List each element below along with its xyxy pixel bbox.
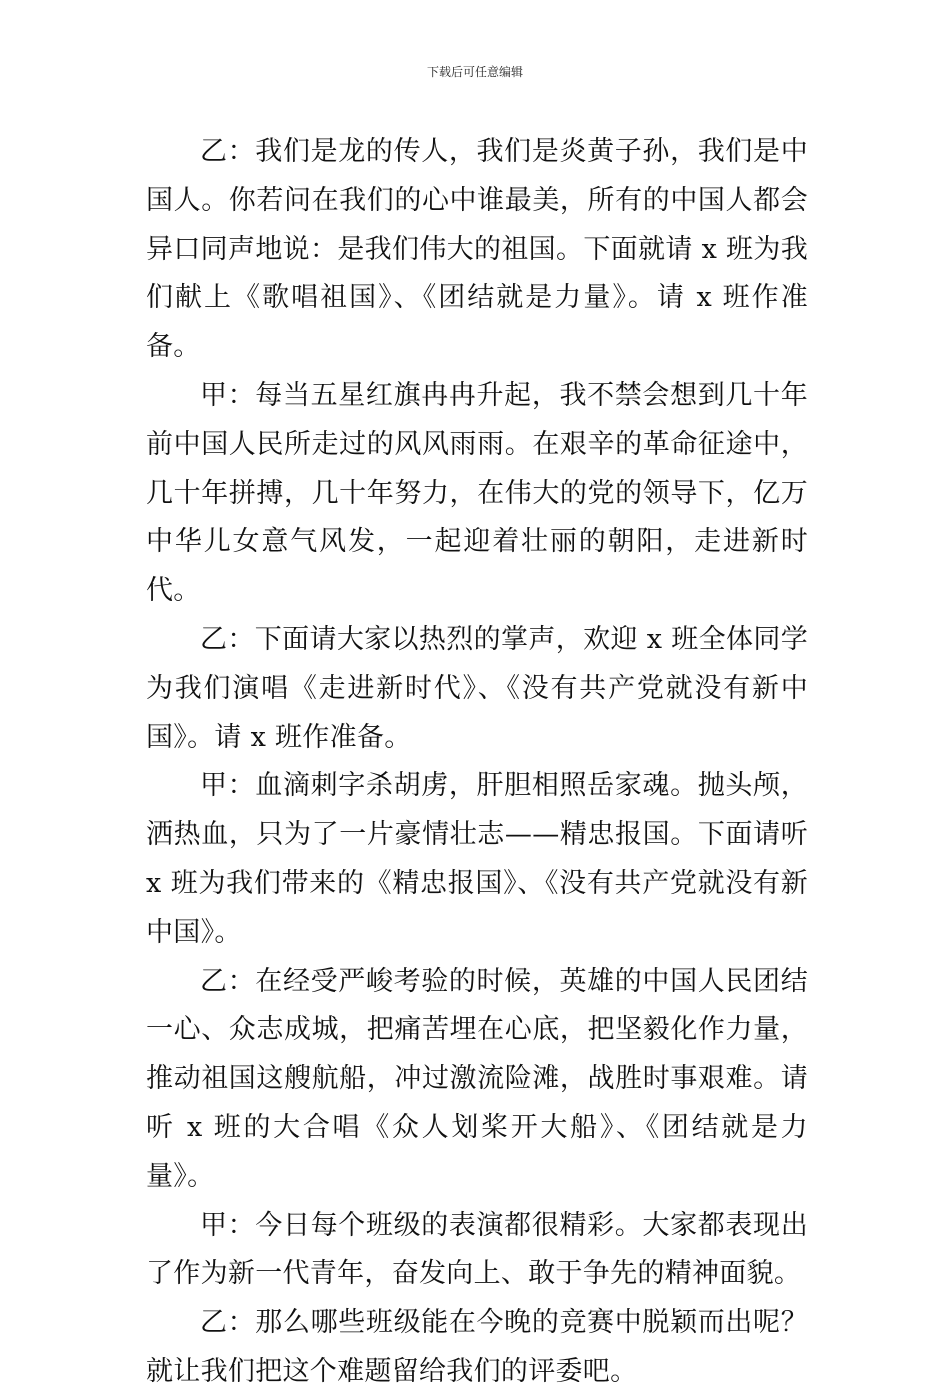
paragraph: 乙：下面请大家以热烈的掌声，欢迎 x 班全体同学为我们演唱《走进新时代》、《没有共产党就没有新中国》。请 x 班作准备。 bbox=[146, 623, 808, 753]
paragraph: 乙：我们是龙的传人，我们是炎黄子孙，我们是中国人。你若问在我们的心中谁最美，所有的中国人都会异口同声地说：是我们伟大的祖国。下面就请 x 班为我们献上《歌唱祖国》、《团结就是力量》。请 x 班作准备。 bbox=[146, 136, 808, 363]
paragraph: 乙：那么哪些班级能在今晚的竞赛中脱颖而出呢？就让我们把这个难题留给我们的评委吧。 bbox=[146, 1307, 808, 1387]
paragraph: 乙：在经受严峻考验的时候，英雄的中国人民团结一心、众志成城，把痛苦埋在心底，把坚毅化作力量，推动祖国这艘航船，冲过激流险滩，战胜时事艰难。请听 x 班的大合唱《众人划桨开大船》、《团结就是力量》。 bbox=[146, 965, 808, 1192]
document-body bbox=[146, 128, 808, 1397]
page-header: 下载后可任意编辑 bbox=[426, 65, 523, 79]
paragraph: 甲：血滴刺字杀胡虏，肝胆相照岳家魂。抛头颅，洒热血，只为了一片豪情壮志——精忠报国。下面请听 x 班为我们带来的《精忠报国》、《没有共产党就没有新中国》。 bbox=[146, 770, 808, 948]
paragraph: 甲：今日每个班级的表演都很精彩。大家都表现出了作为新一代青年，奋发向上、敢于争先的精神面貌。 bbox=[146, 1209, 808, 1290]
paragraph: 甲：每当五星红旗冉冉升起，我不禁会想到几十年前中国人民所走过的风风雨雨。在艰辛的革命征途中，几十年拼搏，几十年努力，在伟大的党的领导下，亿万中华儿女意气风发，一起迎着壮丽的朝阳，走进新时代。 bbox=[146, 379, 808, 607]
